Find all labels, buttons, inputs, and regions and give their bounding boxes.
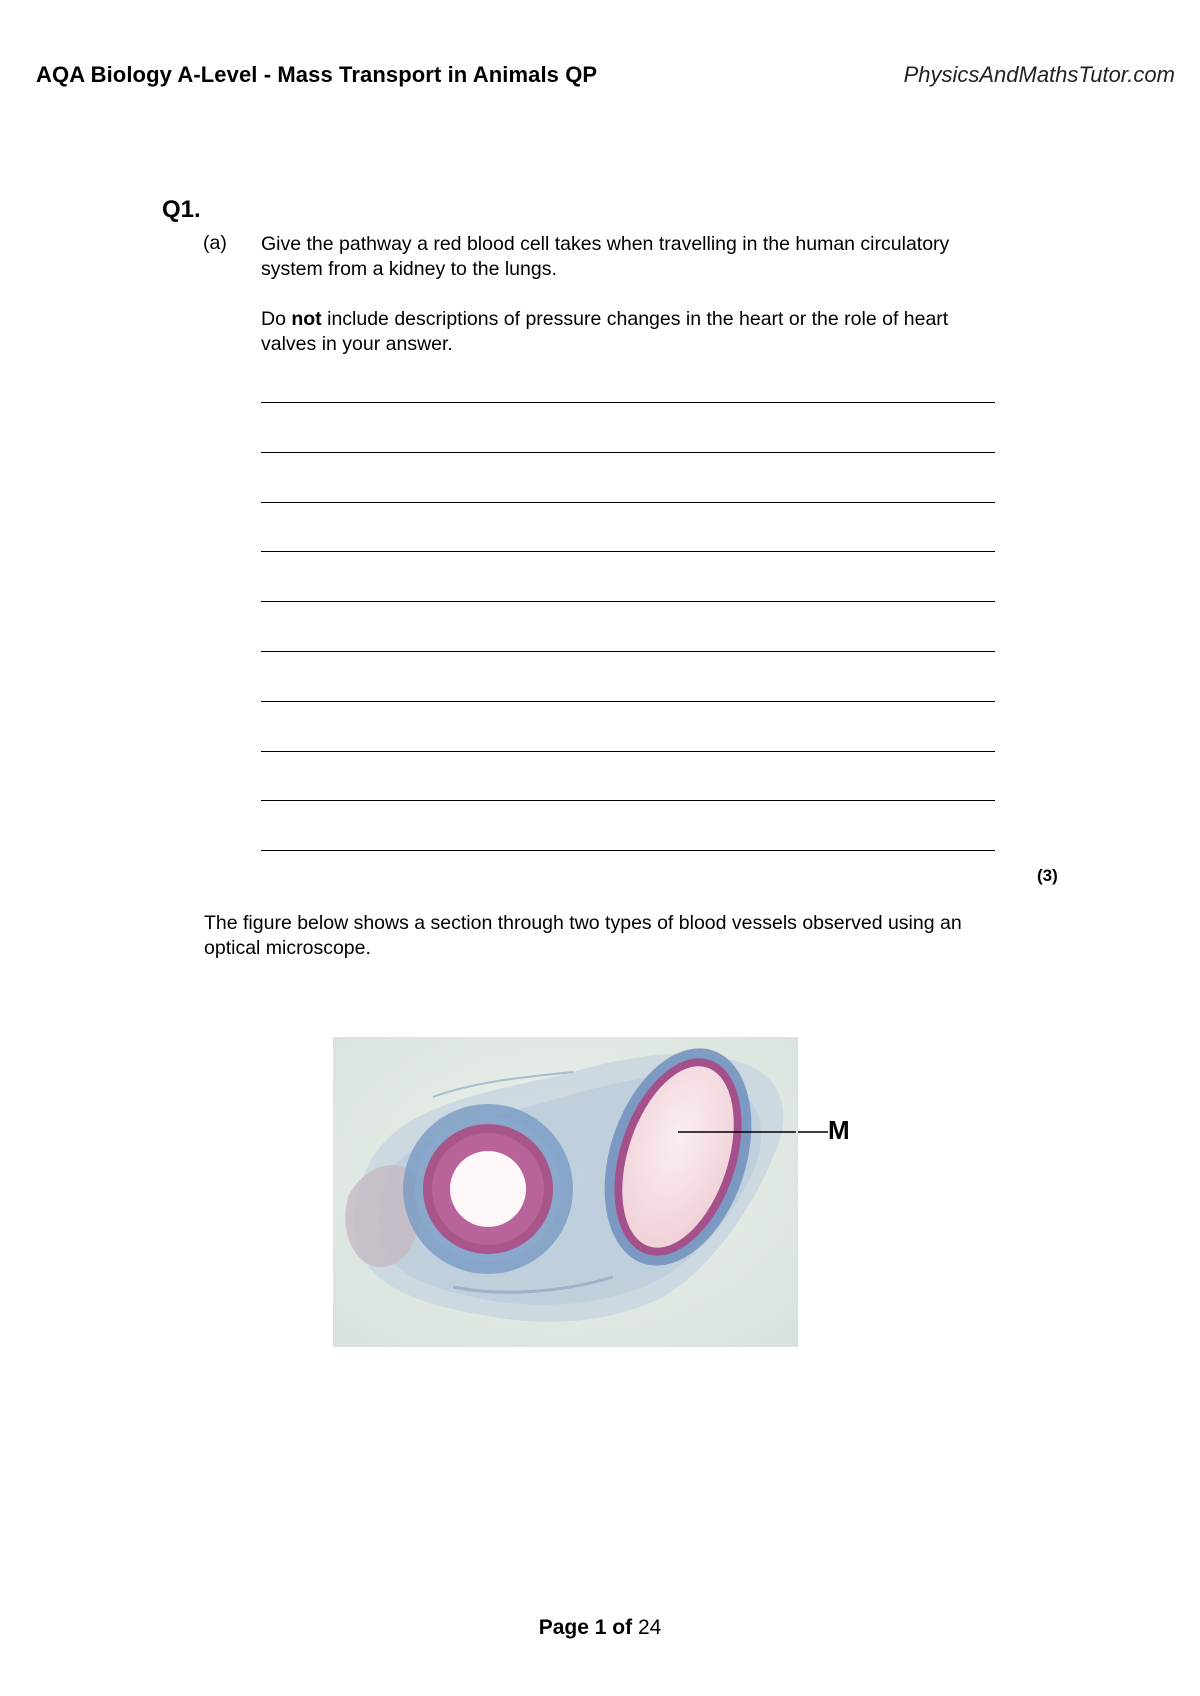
instruction-pre: Do — [261, 308, 292, 330]
label-pointer-line — [798, 1131, 828, 1135]
part-label: (a) — [203, 232, 227, 254]
marks-label: (3) — [1037, 866, 1058, 885]
footer-page-num: 1 — [594, 1616, 607, 1639]
answer-line[interactable] — [261, 800, 995, 801]
answer-line[interactable] — [261, 502, 995, 503]
micrograph-image — [333, 1037, 798, 1347]
figure-label-M: M — [828, 1115, 850, 1145]
instruction-emphasis: not — [291, 308, 322, 330]
answer-line[interactable] — [261, 452, 995, 453]
footer-page-word: Page — [538, 1616, 589, 1639]
answer-line[interactable] — [261, 651, 995, 652]
header-title: AQA Biology A-Level - Mass Transport in Animals QP — [36, 62, 598, 87]
answer-line[interactable] — [261, 850, 995, 851]
answer-lines[interactable] — [261, 402, 995, 900]
footer-of-word: of — [612, 1616, 633, 1639]
figure-intro: The figure below shows a section through two types of blood vessels observed using an optical microscope. — [204, 912, 962, 959]
answer-line[interactable] — [261, 601, 995, 602]
instruction-text — [261, 307, 1001, 357]
page-footer — [0, 1616, 1200, 1640]
header-site: PhysicsAndMathsTutor.com — [903, 62, 1175, 87]
answer-line[interactable] — [261, 701, 995, 702]
answer-line[interactable] — [261, 551, 995, 552]
footer-total: 24 — [637, 1616, 662, 1639]
answer-line[interactable] — [261, 402, 995, 403]
question-text: Give the pathway a red blood cell takes when travelling in the human circulatory system from a kidney to the lungs. — [261, 233, 950, 280]
question-number: Q1. — [162, 196, 201, 223]
instruction-post: include descriptions of pressure changes in the heart or the role of heart valves in your answer. — [261, 308, 949, 355]
answer-line[interactable] — [261, 751, 995, 752]
